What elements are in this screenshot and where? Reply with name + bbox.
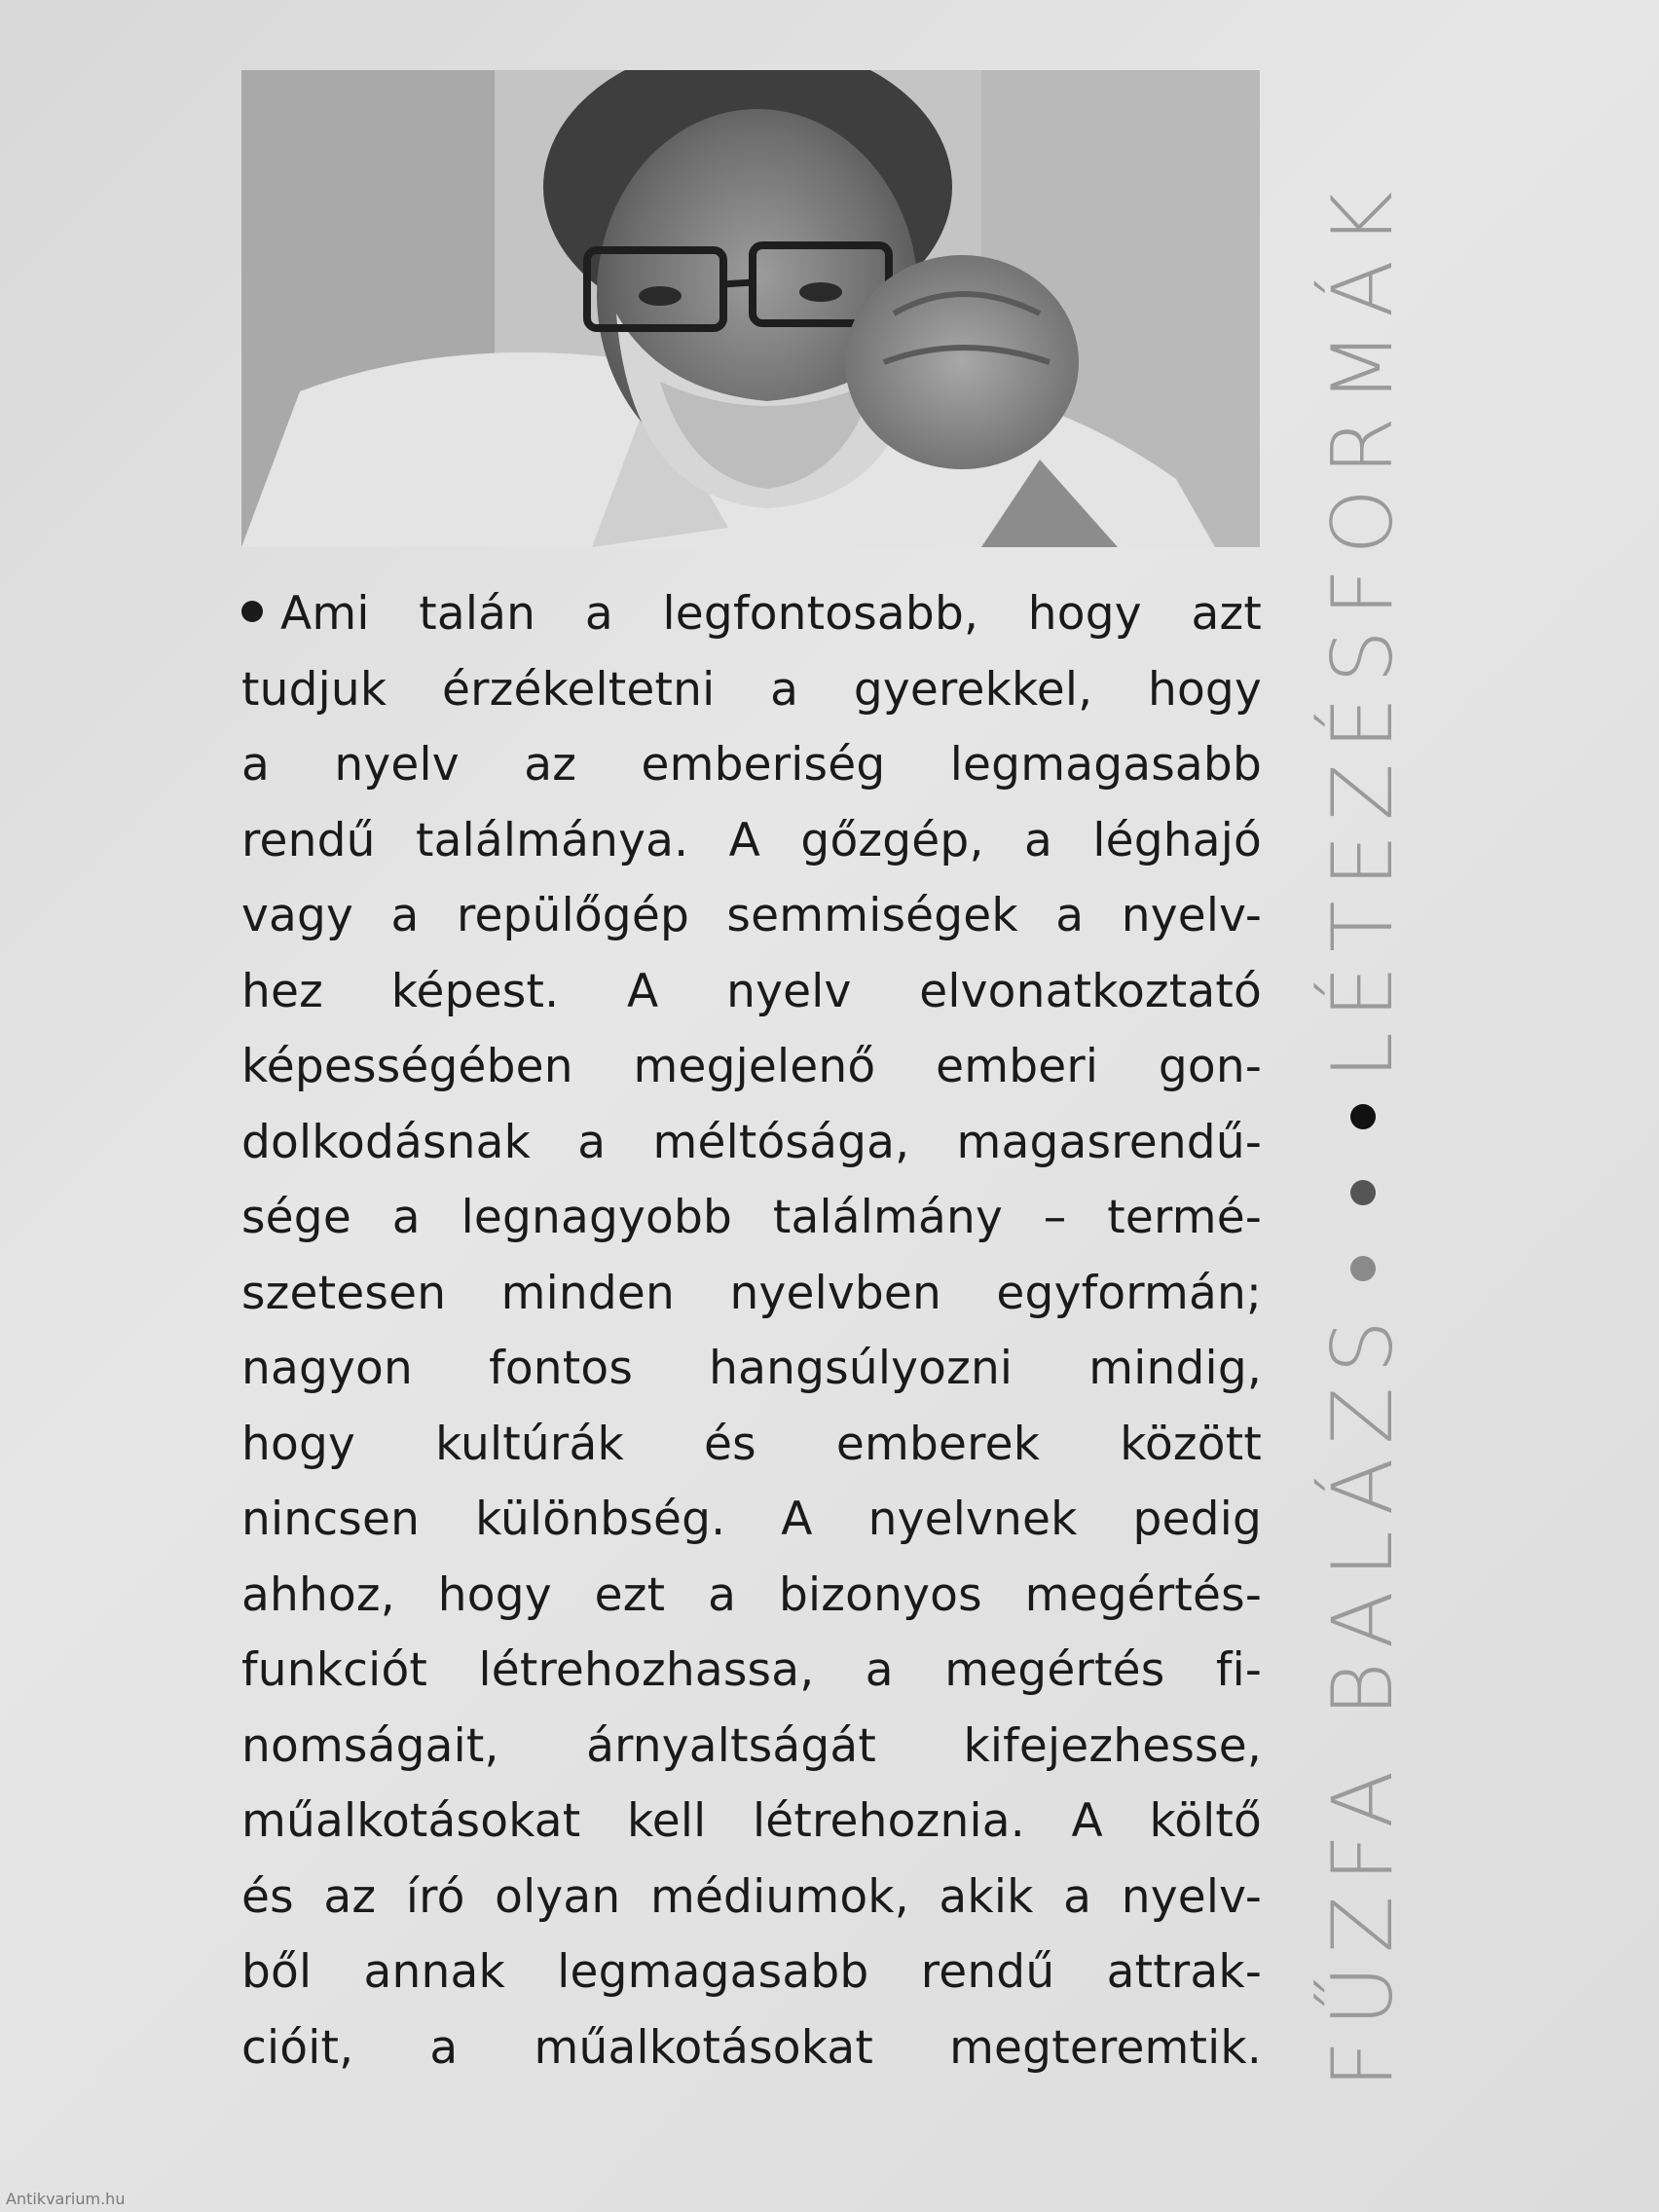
text-line-17: műalkotásokat kell létrehoznia. A költő [241, 1794, 1262, 1848]
text-line-7: képességében megjelenő emberi gon- [241, 1040, 1262, 1093]
text-line-18: és az író olyan médiumok, akik a nyelv- [241, 1869, 1262, 1924]
text-line-3: a nyelv az emberiség legmagasabb [241, 738, 1262, 792]
watermark: Antikvarium.hu [6, 2190, 126, 2208]
text-line-19: ből annak legmagasabb rendű attrak- [241, 1945, 1262, 1999]
spine-dot-icon [1350, 1104, 1376, 1129]
bullet-icon [241, 601, 263, 622]
article-paragraph [241, 576, 1262, 2085]
spine-title [1305, 73, 1421, 2088]
spine-dot-icon [1350, 1256, 1376, 1281]
text-line-15: funkciót létrehozhassa, a megértés fi- [241, 1643, 1262, 1697]
spine-dot-icon [1350, 1180, 1376, 1205]
text-line-1 [241, 576, 1262, 652]
text-line-16: nomságait, árnyaltságát kifejezhesse, [241, 1718, 1262, 1773]
spine-author: FŰZFA BALÁZS [1314, 1307, 1412, 2088]
text-line-14: ahhoz, hogy ezt a bizonyos megértés- [241, 1567, 1262, 1622]
author-photo [241, 70, 1260, 547]
text-line-12: hogy kultúrák és emberek között [241, 1417, 1262, 1471]
text-line-1-content: Ami talán a legfontosabb, hogy azt [280, 587, 1262, 641]
text-line-5: vagy a repülőgép semmiségek a nyelv- [241, 889, 1262, 942]
text-line-13: nincsen különbség. A nyelvnek pedig [241, 1493, 1262, 1546]
text-line-2: tudjuk érzékeltetni a gyerekkel, hogy [241, 662, 1262, 717]
text-line-10: szetesen minden nyelvben egyformán; [241, 1266, 1262, 1320]
text-line-6: hez képest. A nyelv elvonatkoztató [241, 964, 1262, 1018]
text-line-20: cióit, a műalkotásokat megteremtik. [241, 2020, 1262, 2075]
text-line-9: sége a legnagyobb találmány – termé- [241, 1191, 1262, 1244]
text-line-4: rendű találmánya. A gőzgép, a léghajó [241, 813, 1262, 867]
text-line-11: nagyon fontos hangsúlyozni mindig, [241, 1342, 1262, 1395]
text-line-8: dolkodásnak a méltósága, magasrendű- [241, 1115, 1262, 1169]
portrait-illustration [241, 70, 1260, 547]
spine-book-title: LÉTEZÉSFORMÁK [1314, 177, 1412, 1080]
